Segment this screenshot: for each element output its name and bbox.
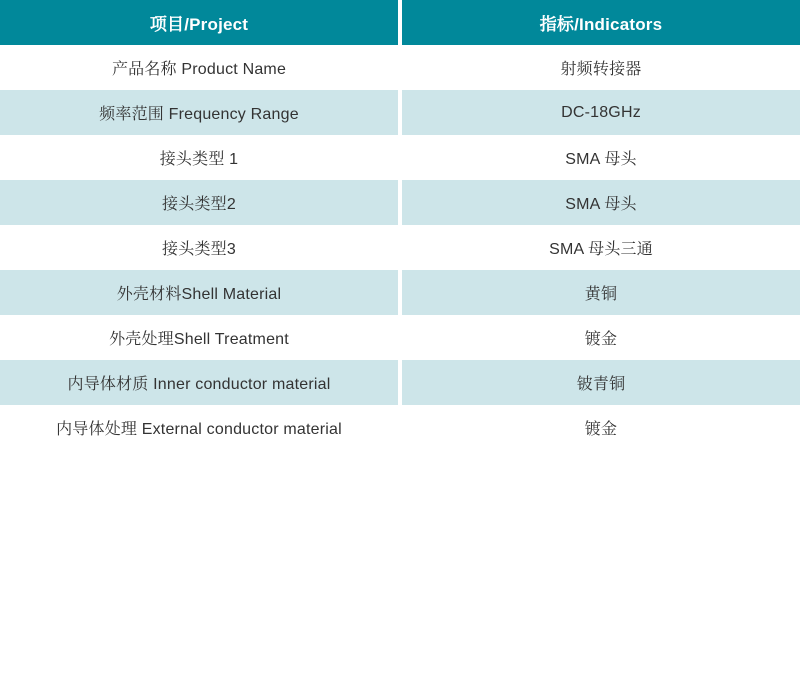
header-cell-indicators: 指标/Indicators	[402, 0, 800, 45]
table-row	[0, 45, 800, 90]
table-row	[0, 225, 800, 270]
table-row	[0, 135, 800, 180]
project-cell: 产品名称 Product Name	[0, 45, 398, 90]
indicator-cell: DC-18GHz	[402, 90, 800, 135]
indicator-cell: 镀金	[402, 405, 800, 450]
project-cell: 接头类型 1	[0, 135, 398, 180]
header-cell-project: 项目/Project	[0, 0, 398, 45]
project-cell: 频率范围 Frequency Range	[0, 90, 398, 135]
indicator-cell: 镀金	[402, 315, 800, 360]
indicator-cell: 射频转接器	[402, 45, 800, 90]
indicator-cell: 铍青铜	[402, 360, 800, 405]
table-header-row	[0, 0, 800, 45]
table-row	[0, 405, 800, 450]
project-cell: 外壳材料Shell Material	[0, 270, 398, 315]
project-cell: 接头类型3	[0, 225, 398, 270]
indicator-cell: SMA 母头三通	[402, 225, 800, 270]
table-row	[0, 270, 800, 315]
indicator-cell: 黄铜	[402, 270, 800, 315]
project-cell: 内导体处理 External conductor material	[0, 405, 398, 450]
project-cell: 外壳处理Shell Treatment	[0, 315, 398, 360]
table-row	[0, 360, 800, 405]
project-cell: 内导体材质 Inner conductor material	[0, 360, 398, 405]
table-row	[0, 315, 800, 360]
indicator-cell: SMA 母头	[402, 180, 800, 225]
table-row	[0, 90, 800, 135]
project-cell: 接头类型2	[0, 180, 398, 225]
indicator-cell: SMA 母头	[402, 135, 800, 180]
table-row	[0, 180, 800, 225]
